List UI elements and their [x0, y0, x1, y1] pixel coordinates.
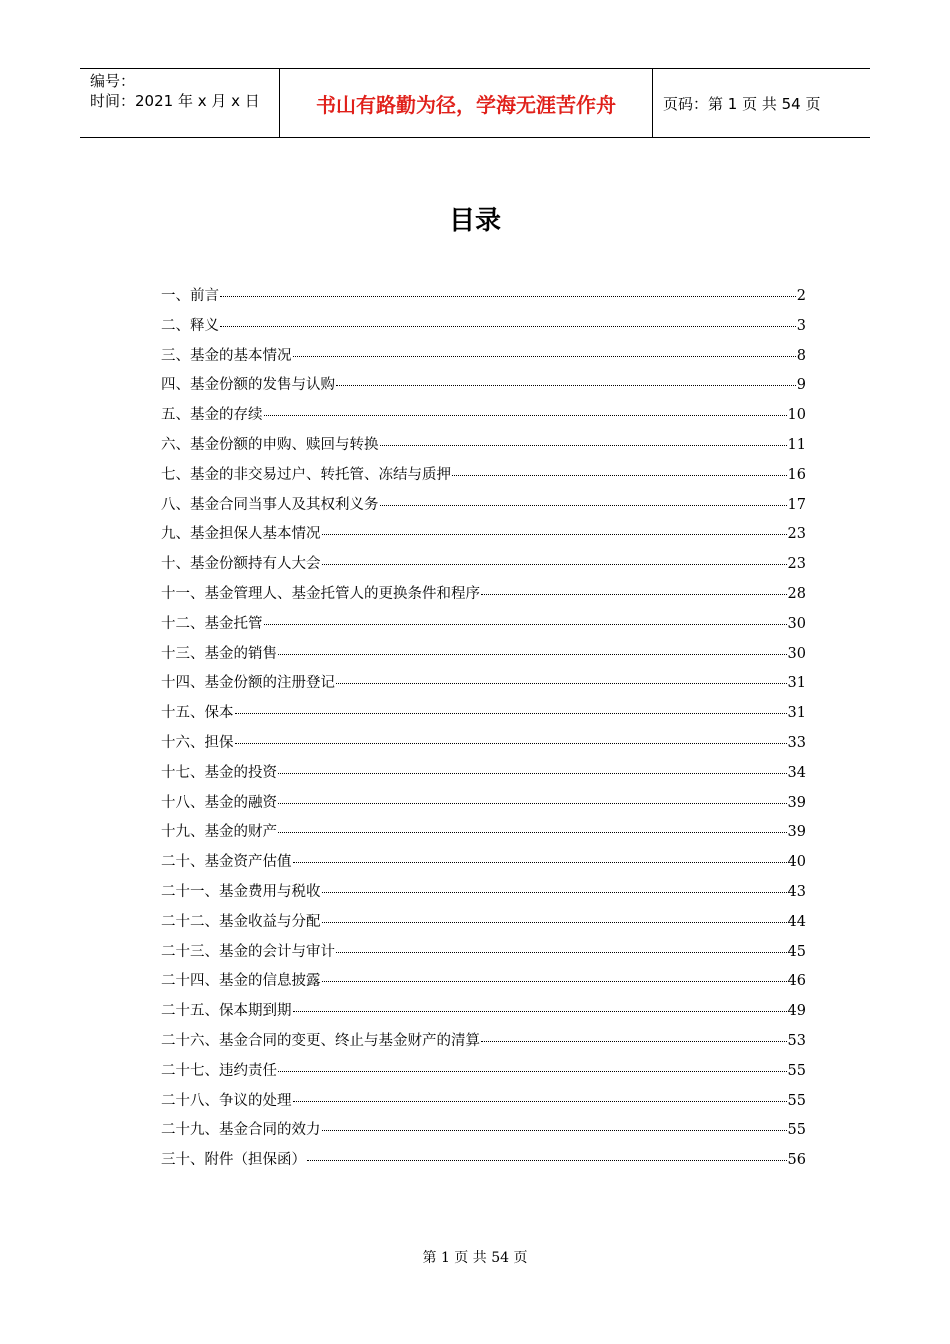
toc-entry[interactable]: [161, 614, 806, 644]
toc-entry-page: 46: [787, 973, 806, 990]
toc-entry[interactable]: [161, 942, 806, 972]
toc-entry-page: 55: [787, 1092, 806, 1109]
toc-entry-page: 10: [787, 407, 806, 424]
toc-entry-title: 二十四、基金的信息披露: [161, 973, 321, 990]
toc-entry-title: 一、前言: [161, 288, 219, 304]
toc-entry-title: 三十、附件（担保函）: [161, 1152, 306, 1169]
toc-entry-title: 十三、基金的销售: [161, 645, 277, 662]
toc-entry-page: 39: [787, 794, 806, 811]
toc-entry-title: 八、基金合同当事人及其权利义务: [161, 496, 379, 513]
toc-entry[interactable]: [161, 346, 806, 376]
toc-leader-dots: [220, 326, 796, 327]
toc-entry[interactable]: [161, 1150, 806, 1180]
toc-entry[interactable]: [161, 584, 806, 614]
toc-leader-dots: [452, 475, 787, 476]
toc-leader-dots: [235, 743, 787, 744]
toc-leader-dots: [336, 952, 787, 953]
toc-entry-title: 二十二、基金收益与分配: [161, 913, 321, 930]
toc-entry-page: 31: [787, 705, 806, 722]
toc-entry-page: 17: [787, 496, 806, 513]
toc-entry-title: 十八、基金的融资: [161, 794, 277, 811]
toc-entry-title: 二十七、违约责任: [161, 1062, 277, 1079]
toc-entry-title: 三、基金的基本情况: [161, 347, 292, 364]
toc-entry-page: 3: [796, 317, 806, 334]
toc-entry-title: 二十、基金资产估值: [161, 854, 292, 871]
toc-leader-dots: [322, 534, 787, 535]
toc-leader-dots: [481, 1041, 787, 1042]
page-title: 目录: [448, 206, 501, 236]
toc-entry-page: 45: [787, 943, 806, 960]
toc-leader-dots: [336, 385, 796, 386]
toc-entry-page: 28: [787, 585, 806, 602]
toc-leader-dots: [220, 296, 796, 297]
toc-leader-dots: [293, 1101, 787, 1102]
toc-leader-dots: [278, 1071, 787, 1072]
toc-entry-page: 16: [787, 466, 806, 483]
header-page-info: 页码：第 1 页 共 54 页: [663, 94, 821, 113]
toc-entry-title: 五、基金的存续: [161, 407, 263, 424]
toc-entry-page: 43: [787, 883, 806, 900]
toc-leader-dots: [307, 1160, 787, 1161]
toc-entry-page: 30: [787, 645, 806, 662]
toc-entry-page: 2: [796, 288, 806, 304]
toc-leader-dots: [322, 1130, 787, 1131]
table-of-contents: [161, 286, 806, 1180]
page-header: [80, 68, 870, 138]
toc-entry[interactable]: [161, 286, 806, 316]
toc-entry[interactable]: [161, 852, 806, 882]
toc-entry[interactable]: [161, 495, 806, 525]
toc-entry-page: 9: [796, 377, 806, 394]
toc-leader-dots: [278, 803, 787, 804]
document-date: 时间：2021 年 x 月 x 日: [90, 92, 260, 110]
toc-leader-dots: [293, 356, 796, 357]
toc-entry[interactable]: [161, 554, 806, 584]
toc-entry-page: 30: [787, 615, 806, 632]
page-footer: 第 1 页 共 54 页: [422, 1250, 528, 1266]
toc-leader-dots: [278, 773, 787, 774]
toc-entry[interactable]: [161, 912, 806, 942]
toc-entry-page: 11: [787, 436, 806, 453]
toc-entry-title: 九、基金担保人基本情况: [161, 526, 321, 543]
toc-entry-page: 33: [787, 734, 806, 751]
toc-entry-title: 四、基金份额的发售与认购: [161, 377, 335, 394]
toc-entry[interactable]: [161, 822, 806, 852]
toc-entry-title: 十五、保本: [161, 705, 234, 722]
toc-entry-page: 53: [787, 1032, 806, 1049]
toc-leader-dots: [322, 892, 787, 893]
toc-entry[interactable]: [161, 435, 806, 465]
toc-entry[interactable]: [161, 1091, 806, 1121]
toc-entry[interactable]: [161, 1031, 806, 1061]
toc-entry[interactable]: [161, 733, 806, 763]
toc-leader-dots: [293, 1011, 787, 1012]
toc-leader-dots: [293, 862, 787, 863]
toc-entry-title: 六、基金份额的申购、赎回与转换: [161, 436, 379, 453]
header-meta: [80, 69, 280, 137]
toc-entry-page: 55: [787, 1062, 806, 1079]
toc-entry[interactable]: [161, 405, 806, 435]
toc-leader-dots: [336, 683, 787, 684]
toc-entry-title: 十二、基金托管: [161, 615, 263, 632]
header-motto: 书山有路勤为径，学海无涯苦作舟: [280, 69, 653, 137]
toc-entry-title: 二十三、基金的会计与审计: [161, 943, 335, 960]
document-number-label: 编号：: [90, 72, 136, 90]
toc-entry-title: 二、释义: [161, 317, 219, 334]
toc-entry[interactable]: [161, 793, 806, 823]
toc-entry-page: 56: [787, 1152, 806, 1169]
toc-entry-title: 二十六、基金合同的变更、终止与基金财产的清算: [161, 1032, 480, 1049]
toc-entry[interactable]: [161, 465, 806, 495]
toc-entry-title: 二十五、保本期到期: [161, 1003, 292, 1020]
toc-entry[interactable]: [161, 763, 806, 793]
toc-entry-page: 49: [787, 1003, 806, 1020]
toc-leader-dots: [264, 624, 787, 625]
toc-entry-page: 31: [787, 675, 806, 692]
toc-entry[interactable]: [161, 703, 806, 733]
toc-entry[interactable]: [161, 882, 806, 912]
toc-entry-title: 十、基金份额持有人大会: [161, 556, 321, 573]
toc-leader-dots: [322, 564, 787, 565]
toc-entry-title: 二十九、基金合同的效力: [161, 1122, 321, 1139]
toc-entry[interactable]: [161, 1001, 806, 1031]
toc-leader-dots: [380, 505, 787, 506]
toc-entry[interactable]: [161, 1120, 806, 1150]
toc-entry-page: 23: [787, 526, 806, 543]
toc-entry-title: 二十八、争议的处理: [161, 1092, 292, 1109]
toc-leader-dots: [235, 713, 787, 714]
toc-entry-title: 七、基金的非交易过户、转托管、冻结与质押: [161, 466, 451, 483]
toc-entry-page: 44: [787, 913, 806, 930]
toc-entry[interactable]: [161, 673, 806, 703]
toc-leader-dots: [322, 922, 787, 923]
toc-leader-dots: [264, 415, 787, 416]
toc-entry-page: 55: [787, 1122, 806, 1139]
toc-entry-title: 十七、基金的投资: [161, 764, 277, 781]
toc-entry[interactable]: [161, 1061, 806, 1091]
toc-entry[interactable]: [161, 644, 806, 674]
toc-entry-page: 8: [796, 347, 806, 364]
toc-entry-title: 十六、担保: [161, 734, 234, 751]
toc-entry-page: 39: [787, 824, 806, 841]
toc-entry[interactable]: [161, 316, 806, 346]
toc-leader-dots: [322, 981, 787, 982]
toc-leader-dots: [481, 594, 787, 595]
toc-entry-page: 34: [787, 764, 806, 781]
toc-entry-page: 23: [787, 556, 806, 573]
toc-entry[interactable]: [161, 524, 806, 554]
toc-entry-title: 十一、基金管理人、基金托管人的更换条件和程序: [161, 585, 480, 602]
toc-leader-dots: [278, 654, 787, 655]
toc-entry-page: 40: [787, 854, 806, 871]
toc-entry[interactable]: [161, 971, 806, 1001]
toc-leader-dots: [380, 445, 787, 446]
toc-entry-title: 十四、基金份额的注册登记: [161, 675, 335, 692]
toc-leader-dots: [278, 832, 787, 833]
toc-entry-title: 二十一、基金费用与税收: [161, 883, 321, 900]
toc-entry-title: 十九、基金的财产: [161, 824, 277, 841]
toc-entry[interactable]: [161, 375, 806, 405]
